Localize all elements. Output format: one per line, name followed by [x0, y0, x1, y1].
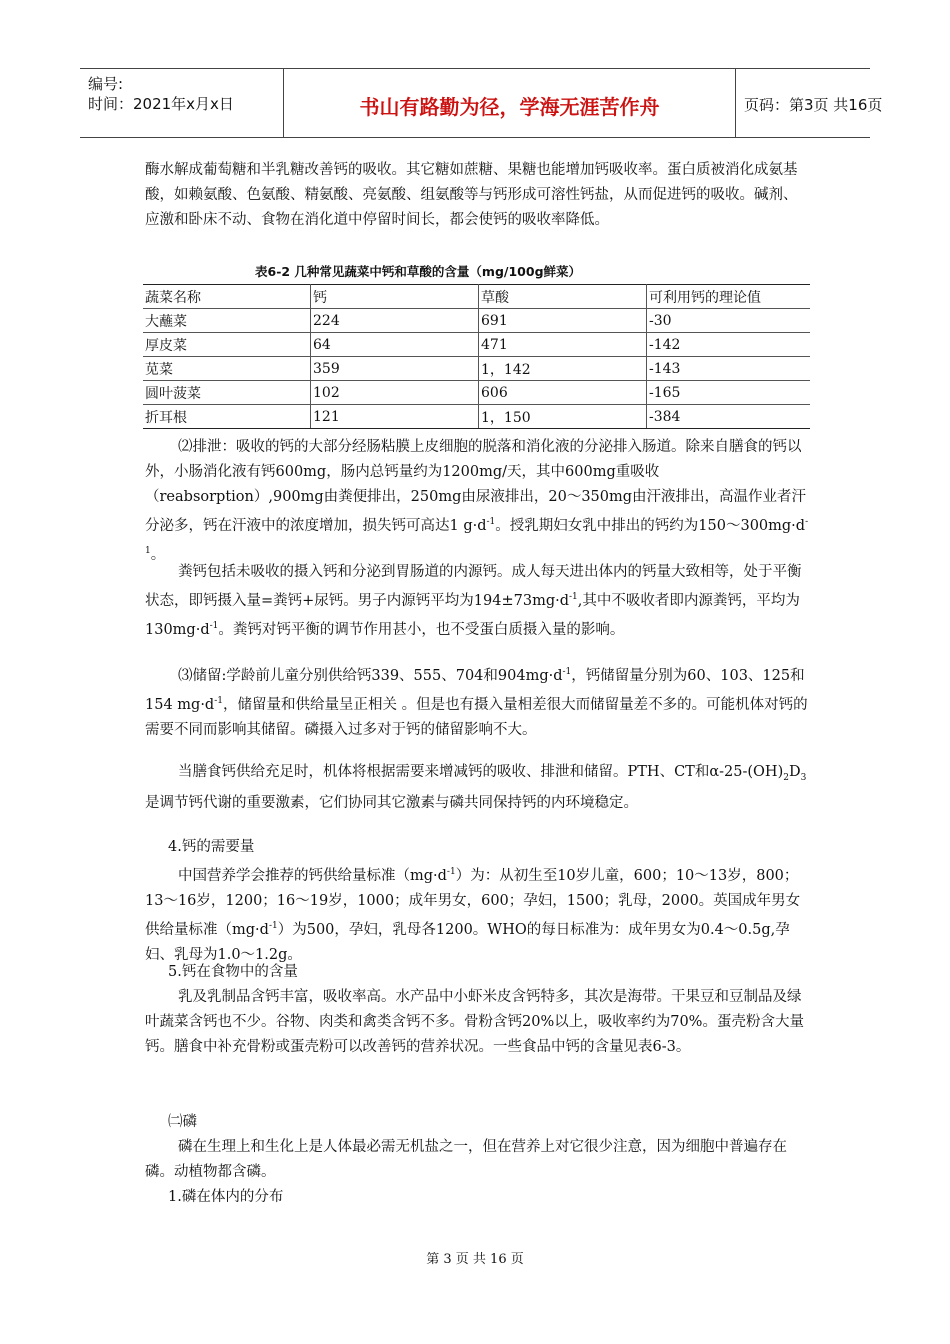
table-cell: 224 [311, 309, 479, 333]
superscript-minus-one: -1 [145, 517, 809, 556]
table-caption: 表6-2 几种常见蔬菜中钙和草酸的含量（mg/100g鲜菜） [255, 264, 582, 279]
heading-calcium-requirement: 4.钙的需要量 [168, 839, 255, 855]
table-header-row [143, 285, 810, 309]
document-number-label: 编号: [88, 75, 124, 93]
table-cell: 606 [479, 381, 647, 405]
table-cell: 471 [479, 333, 647, 357]
table-cell: 大蘸菜 [143, 309, 311, 333]
table-cell: 圆叶菠菜 [143, 381, 311, 405]
storage-text-c: ，储留量和供给量呈正相关 。但是也有摄入量相差很大而储留量差不多的。可能机体对钙的需要不同而影响其储留。磷摄入过多对于钙的储留影响不大。 [145, 696, 808, 738]
header-motto-cell [284, 69, 736, 137]
superscript-minus-one: -1 [562, 667, 572, 677]
page-footer: 第 3 页 共 16 页 [426, 1252, 524, 1267]
table-cell: 691 [479, 309, 647, 333]
excretion-text-c: 。 [150, 546, 166, 563]
table-cell: -165 [647, 381, 811, 405]
fecal-text-b: ,其中不吸收者即内源粪钙，平均为130mg·d [145, 592, 800, 638]
paragraph-calcium-requirement [145, 860, 810, 968]
vegetable-calcium-table [143, 284, 810, 429]
table-header-cell: 钙 [311, 285, 479, 309]
paragraph-phosphorus: 磷在生理上和生化上是人体最必需无机盐之一，但在营养上对它很少注意，因为细胞中普遍存在磷。动植物都含磷。 [145, 1139, 787, 1180]
table-row [143, 309, 810, 333]
table-cell: 102 [311, 381, 479, 405]
table-cell: 苋菜 [143, 357, 311, 381]
need-text-c: ）为500，孕妇，乳母各1200。WHO的每日标准为：成年男女为0.4～0.5g,孕妇、乳母为1.0～1.2g。 [145, 921, 790, 963]
table-cell: 359 [311, 357, 479, 381]
need-text-a: 中国营养学会推荐的钙供给量标准（mg·d [178, 867, 447, 884]
subscript-three: 3 [800, 772, 807, 783]
need-text-b: ）为：从初生至10岁儿童，600；10～13岁，800；13～16岁，1200；16～19岁，1000；成年男女，600；孕妇，1500；乳母，2000。英国成年男女供给量标准（mg·d [145, 867, 801, 938]
storage-text-a: ⑶储留:学龄前儿童分别供给钙339、555、704和904mg·d [178, 667, 563, 684]
paragraph-fecal-calcium [145, 560, 810, 643]
table-cell: -143 [647, 357, 811, 381]
paragraph-regulation [145, 760, 810, 816]
table-cell: -384 [647, 405, 811, 429]
header-page-cell [736, 69, 883, 137]
subscript-two: 2 [783, 772, 789, 783]
table-header-cell: 蔬菜名称 [143, 285, 311, 309]
superscript-minus-one: -1 [486, 517, 496, 527]
heading-calcium-in-food: 5.钙在食物中的含量 [168, 964, 298, 980]
storage-text-b: ，钙储留量分别为60、103、125和154 mg·d [145, 667, 805, 713]
table-cell: 厚皮菜 [143, 333, 311, 357]
table-row [143, 381, 810, 405]
table-row [143, 405, 810, 429]
superscript-minus-one: -1 [268, 920, 278, 931]
table-row [143, 357, 810, 381]
fecal-text-a: 粪钙包括未吸收的摄入钙和分泌到胃肠道的内源钙。成人每天进出体内的钙量大致相等，处于平衡状态，即钙摄入量=粪钙+尿钙。男子内源钙平均为194±73mg·d [145, 564, 802, 609]
heading-phosphorus-distribution: 1.磷在体内的分布 [168, 1189, 284, 1205]
superscript-minus-one: -1 [209, 620, 219, 631]
fecal-text-c: 。粪钙对钙平衡的调节作用甚小，也不受蛋白质摄入量的影响。 [218, 621, 625, 638]
table-cell: 121 [311, 405, 479, 429]
heading-phosphorus: ㈡磷 [168, 1114, 197, 1130]
regulation-text-a: 当膳食钙供给充足时，机体将根据需要来增减钙的吸收、排泄和储留。PTH、CT和α-25-(OH) [178, 764, 784, 780]
table-cell: 64 [311, 333, 479, 357]
table-row [143, 333, 810, 357]
regulation-text-b: 是调节钙代谢的重要激素，它们协同其它激素与磷共同保持钙的内环境稳定。 [145, 794, 638, 811]
table-header-cell: 可利用钙的理论值 [647, 285, 811, 309]
table-cell: 1，142 [479, 357, 647, 381]
paragraph-excretion [145, 435, 810, 568]
paragraph-calcium-in-food: 乳及乳制品含钙丰富，吸收率高。水产品中小虾米皮含钙特多，其次是海带。干果豆和豆制品及绿叶蔬菜含钙也不少。谷物、肉类和禽类含钙不多。骨粉含钙20%以上，吸收率约为70%。蛋壳粉含大量钙。膳食中补充骨粉或蛋壳粉可以改善钙的营养状况。一些食品中钙的含量见表6-3。 [145, 989, 804, 1055]
header-motto: 书山有路勤为径，学海无涯苦作舟 [359, 95, 660, 119]
table-cell: -30 [647, 309, 811, 333]
table-cell: -142 [647, 333, 811, 357]
superscript-minus-one: -1 [569, 592, 578, 602]
excretion-text-a: ⑵排泄：吸收的钙的大部分经肠粘膜上皮细胞的脱落和消化液的分泌排入肠道。除来自膳食的钙以外，小肠消化液有钙600mg，肠内总钙量约为1200mg/天，其中600mg重吸收（reabsorption）,900mg由粪便排出，250mg由尿液排出，20～350mg由汗液排出，高温作业者汗分泌多，钙在汗液中的浓度增加，损失钙可高达1 g·d [145, 439, 807, 534]
superscript-minus-one: -1 [214, 695, 223, 706]
paragraph-storage [145, 660, 810, 743]
page-header [80, 68, 883, 138]
header-left-cell [80, 69, 284, 137]
table-header-cell: 草酸 [479, 285, 647, 309]
header-page-number: 页码：第3页 共16页 [744, 96, 883, 114]
excretion-text-b: 。授乳期妇女乳中排出的钙约为150～300mg·d [495, 517, 806, 534]
document-date-label: 时间：2021年x月x日 [88, 95, 234, 113]
table-cell: 1，150 [479, 405, 647, 429]
regulation-d: D [788, 764, 801, 780]
table-cell: 折耳根 [143, 405, 311, 429]
paragraph-absorption: 酶水解成葡萄糖和半乳糖改善钙的吸收。其它糖如蔗糖、果糖也能增加钙吸收率。蛋白质被消化成氨基酸，如赖氨酸、色氨酸、精氨酸、亮氨酸、组氨酸等与钙形成可溶性钙盐，从而促进钙的吸收。碱剂、应激和卧床不动、食物在消化道中停留时间长，都会使钙的吸收率降低。 [145, 162, 798, 228]
superscript-minus-one: -1 [446, 867, 456, 877]
